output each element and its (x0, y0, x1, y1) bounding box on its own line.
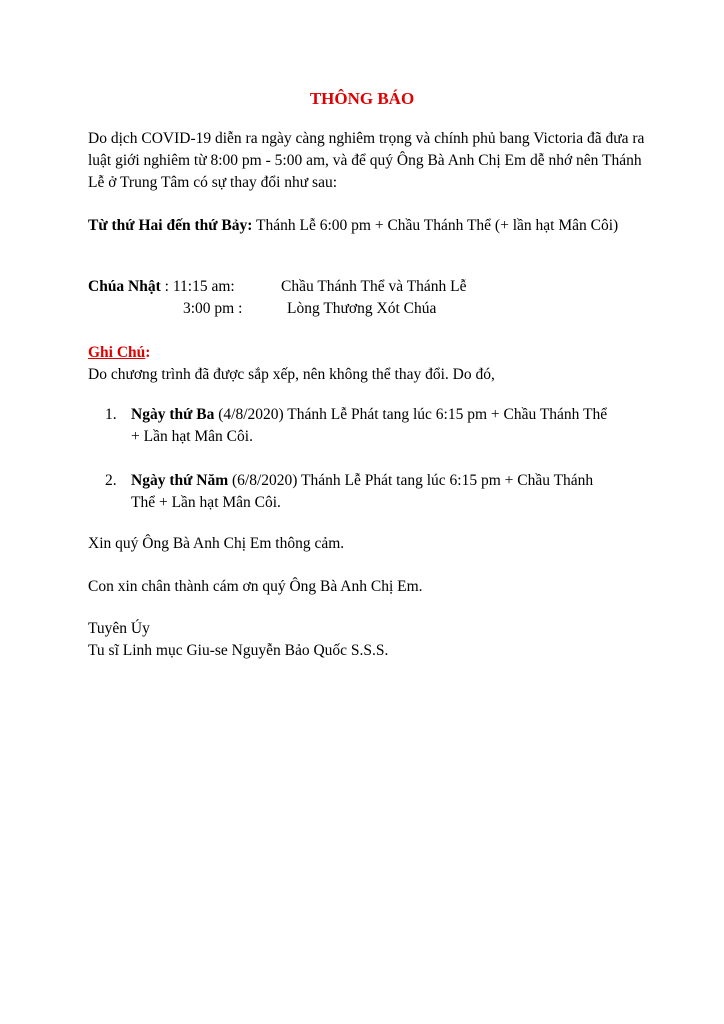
page-title: THÔNG BÁO (309, 89, 415, 108)
list-item-day: Ngày thứ Năm (131, 472, 229, 489)
sunday-label: Chúa Nhật (88, 278, 161, 295)
list-item-text: (6/8/2020) Thánh Lễ Phát tang lúc 6:15 pm + Chầu Thánh Thể + Lần hạt Mân Côi. (131, 472, 594, 511)
sunday-activity-1: Chầu Thánh Thể và Thánh Lễ (281, 278, 467, 295)
weekday-label: Từ thứ Hai đến thứ Bảy: (88, 217, 253, 234)
sunday-time-1: 11:15 am: (172, 278, 235, 295)
note-label: Ghi Chú (88, 344, 146, 361)
list-item-day: Ngày thứ Ba (131, 406, 215, 423)
note-heading (88, 342, 648, 364)
sunday-separator: : (160, 278, 173, 295)
sunday-schedule (88, 276, 648, 320)
note-list (105, 404, 625, 536)
note-body: Do chương trình đã được sắp xếp, nên không thể thay đổi. Do đó, (88, 366, 495, 383)
list-item-number: 2. (105, 472, 117, 489)
intro-paragraph: Do dịch COVID-19 diễn ra ngày càng nghiêm trọng và chính phủ bang Victoria đã đưa ra luật giới nghiêm từ 8:00 pm - 5:00 am, và để quý Ông Bà Anh Chị Em dễ nhớ nên Thánh Lễ ở Trung Tâm có sự thay đổi như sau: (88, 130, 645, 191)
closing-sympathy: Xin quý Ông Bà Anh Chị Em thông cảm. (88, 535, 345, 552)
sunday-activity-2: Lòng Thương Xót Chúa (287, 300, 437, 317)
signature-block (88, 618, 648, 662)
list-item (105, 404, 625, 448)
closing-thanks: Con xin chân thành cám ơn quý Ông Bà Anh Chị Em. (88, 578, 423, 595)
list-item-text: (4/8/2020) Thánh Lễ Phát tang lúc 6:15 pm + Chầu Thánh Thể + Lần hạt Mân Côi. (131, 406, 608, 445)
sunday-row-2 (88, 298, 648, 320)
signature-name: Tu sĩ Linh mục Giu-se Nguyễn Bảo Quốc S.S.S. (88, 642, 389, 659)
sunday-row-1 (88, 276, 648, 298)
list-item-number: 1. (105, 406, 117, 423)
signature-role: Tuyên Úy (88, 620, 150, 637)
sunday-time-2: 3:00 pm : (183, 300, 243, 317)
weekday-text: Thánh Lễ 6:00 pm + Chầu Thánh Thể (+ lần hạt Mân Côi) (252, 217, 619, 234)
list-item (105, 470, 625, 514)
note-colon: : (145, 344, 151, 361)
weekday-schedule (88, 215, 648, 237)
